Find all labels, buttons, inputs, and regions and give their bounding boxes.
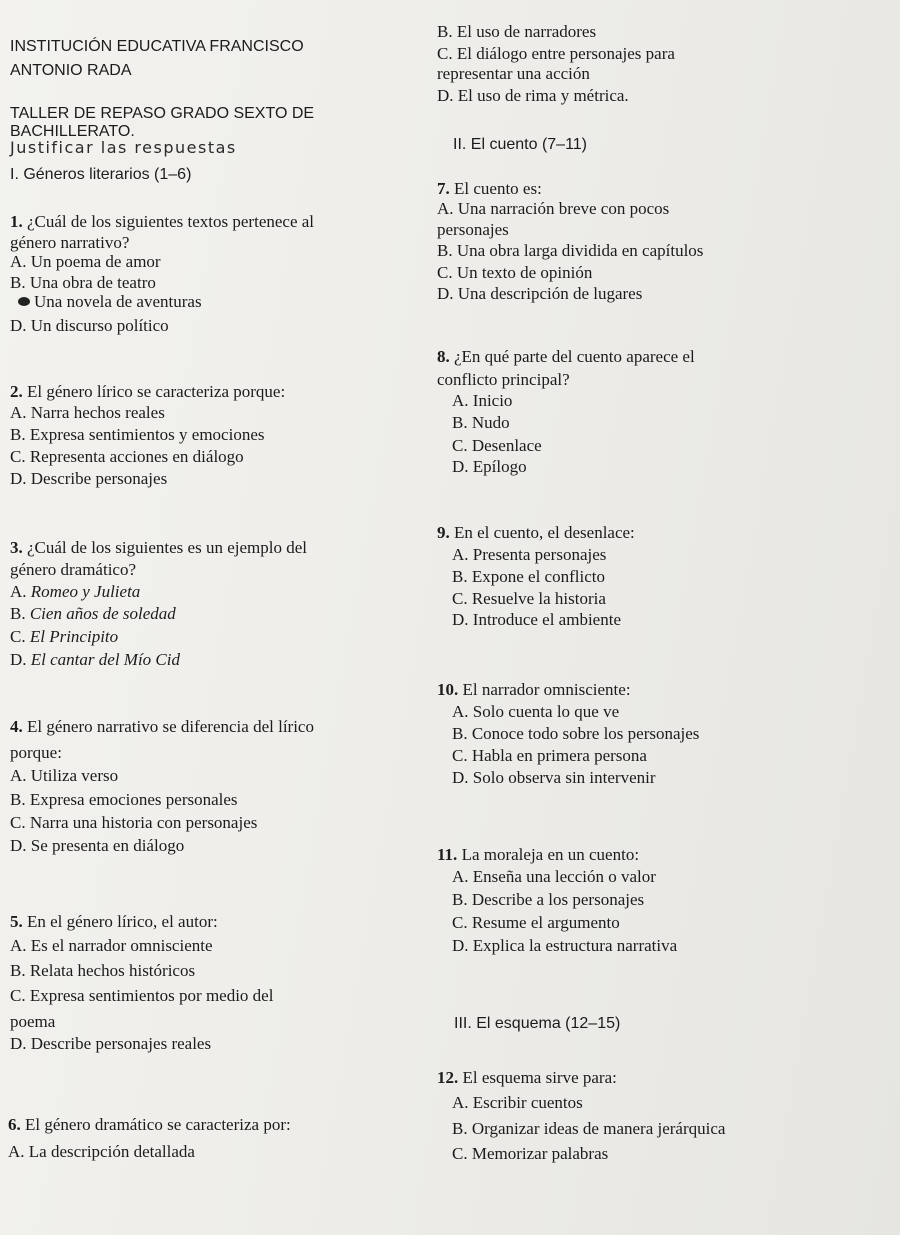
q7-option-b: B. Una obra larga dividida en capítulos — [437, 241, 704, 260]
q11-option-c: C. Resume el argumento — [452, 913, 620, 932]
q1-option-b: B. Una obra de teatro — [10, 273, 156, 292]
q7-option-a-cont: personajes — [437, 220, 509, 239]
worksheet-title-line2: BACHILLERATO. — [10, 123, 135, 140]
q1-option-a: A. Un poema de amor — [10, 252, 161, 271]
q8-option-b: B. Nudo — [452, 413, 510, 432]
question-8-cont: conflicto principal? — [437, 370, 570, 389]
section-title-esquema: III. El esquema (12–15) — [454, 1015, 621, 1032]
q11-option-b: B. Describe a los personajes — [452, 890, 645, 909]
school-name-line1: INSTITUCIÓN EDUCATIVA FRANCISCO — [10, 38, 304, 55]
question-12: 12. El esquema sirve para: — [437, 1068, 617, 1087]
q3-option-d: D. El cantar del Mío Cid — [10, 650, 180, 669]
answer-mark — [18, 297, 30, 306]
q5-option-c-cont: poema — [10, 1012, 56, 1031]
q3-option-c: C. El Principito — [10, 627, 119, 646]
question-1-cont: género narrativo? — [10, 233, 130, 252]
question-5: 5. En el género lírico, el autor: — [10, 912, 218, 931]
q12-option-c: C. Memorizar palabras — [452, 1144, 609, 1163]
q2-option-c: C. Representa acciones en diálogo — [10, 447, 244, 466]
q7-option-c: C. Un texto de opinión — [437, 263, 593, 282]
q7-option-d: D. Una descripción de lugares — [437, 284, 643, 303]
q3-option-b: B. Cien años de soledad — [10, 604, 176, 623]
question-3: 3. ¿Cuál de los siguientes es un ejemplo del — [10, 538, 307, 557]
q6-option-a: A. La descripción detallada — [8, 1142, 195, 1161]
q6-option-c-cont: representar una acción — [437, 64, 590, 83]
q2-option-d: D. Describe personajes — [10, 469, 168, 488]
question-1: 1. ¿Cuál de los siguientes textos pertenece al — [10, 212, 315, 231]
q6-option-c: C. El diálogo entre personajes para — [437, 44, 675, 63]
question-4: 4. El género narrativo se diferencia del lírico — [10, 717, 314, 736]
section-title-generos: I. Géneros literarios (1–6) — [10, 166, 192, 183]
q4-option-d: D. Se presenta en diálogo — [10, 836, 185, 855]
question-10: 10. El narrador omnisciente: — [437, 680, 631, 699]
q12-option-a: A. Escribir cuentos — [452, 1093, 583, 1112]
q5-option-a: A. Es el narrador omnisciente — [10, 936, 213, 955]
school-name-line2: ANTONIO RADA — [10, 62, 132, 79]
q9-option-a: A. Presenta personajes — [452, 545, 607, 564]
q12-option-b: B. Organizar ideas de manera jerárquica — [452, 1119, 726, 1138]
question-8: 8. ¿En qué parte del cuento aparece el — [437, 347, 695, 366]
q8-option-a: A. Inicio — [452, 391, 513, 410]
question-4-cont: porque: — [10, 743, 62, 762]
question-2: 2. El género lírico se caracteriza porque: — [10, 382, 286, 401]
q4-option-c: C. Narra una historia con personajes — [10, 813, 258, 832]
q8-option-d: D. Epílogo — [452, 457, 527, 476]
q2-option-b: B. Expresa sentimientos y emociones — [10, 425, 265, 444]
q11-option-a: A. Enseña una lección o valor — [452, 867, 656, 886]
worksheet-title-line1: TALLER DE REPASO GRADO SEXTO DE — [10, 105, 315, 122]
q6-option-d: D. El uso de rima y métrica. — [437, 86, 629, 105]
handwritten-instruction: Justificar las respuestas — [10, 138, 237, 157]
q10-option-d: D. Solo observa sin intervenir — [452, 768, 656, 787]
q11-option-d: D. Explica la estructura narrativa — [452, 936, 678, 955]
q2-option-a: A. Narra hechos reales — [10, 403, 165, 422]
q9-option-c: C. Resuelve la historia — [452, 589, 606, 608]
q1-option-c: Una novela de aventuras — [34, 292, 202, 311]
q1-option-d: D. Un discurso político — [10, 316, 169, 335]
q5-option-c: C. Expresa sentimientos por medio del — [10, 986, 274, 1005]
question-3-cont: género dramático? — [10, 560, 137, 579]
q8-option-c: C. Desenlace — [452, 436, 542, 455]
q6-option-b: B. El uso de narradores — [437, 22, 597, 41]
question-11: 11. La moraleja en un cuento: — [437, 845, 640, 864]
q9-option-d: D. Introduce el ambiente — [452, 610, 621, 629]
q4-option-a: A. Utiliza verso — [10, 766, 119, 785]
q5-option-d: D. Describe personajes reales — [10, 1034, 212, 1053]
q10-option-c: C. Habla en primera persona — [452, 746, 647, 765]
q9-option-b: B. Expone el conflicto — [452, 567, 605, 586]
question-6: 6. El género dramático se caracteriza por: — [8, 1115, 291, 1134]
question-9: 9. En el cuento, el desenlace: — [437, 523, 635, 542]
q10-option-a: A. Solo cuenta lo que ve — [452, 702, 620, 721]
q4-option-b: B. Expresa emociones personales — [10, 790, 238, 809]
q3-option-a: A. Romeo y Julieta — [10, 582, 141, 601]
q7-option-a: A. Una narración breve con pocos — [437, 199, 670, 218]
question-7: 7. El cuento es: — [437, 179, 542, 198]
section-title-cuento: II. El cuento (7–11) — [453, 136, 587, 153]
q10-option-b: B. Conoce todo sobre los personajes — [452, 724, 700, 743]
q5-option-b: B. Relata hechos históricos — [10, 961, 196, 980]
